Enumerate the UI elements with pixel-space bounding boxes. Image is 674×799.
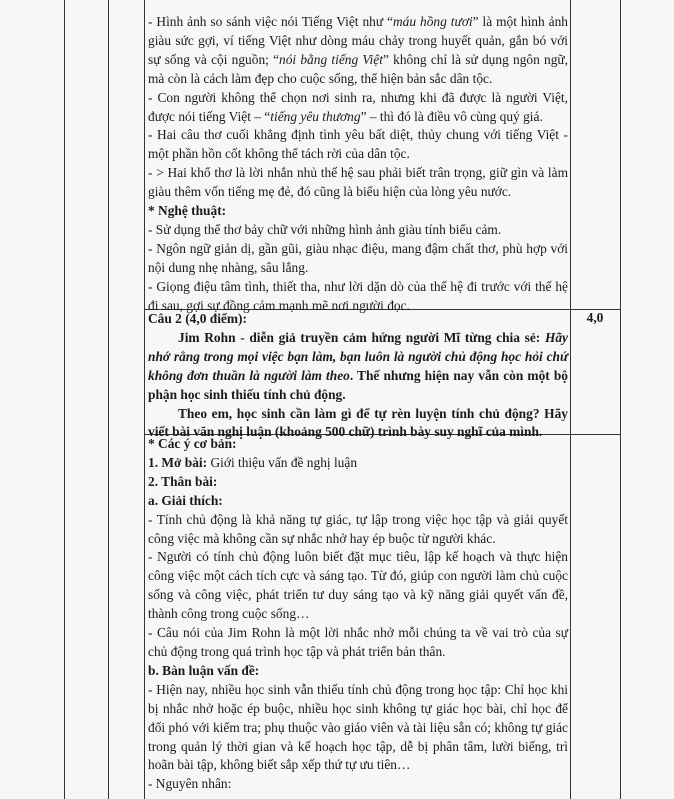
discuss-heading: b. Bàn luận vấn đề: bbox=[148, 662, 260, 678]
analysis-paragraph-4: - > Hai khổ thơ là lời nhắn nhủ thế hệ sau phải biết trân trọng, giữ gìn và làm giàu thêm vốn tiếng mẹ đẻ, đó cũng là biểu hiện của lòng yêu nước. bbox=[148, 165, 568, 200]
analysis-paragraph-2: - Con người không thể chọn nơi sinh ra, nhưng khi đã được là người Việt, được nói tiếng Việt – “tiếng yêu thương” – thì đó là điều vô cùng quý giá. bbox=[148, 89, 568, 124]
art-item-3: - Giọng điệu tâm tình, thiết tha, như lời dặn dò của thế hệ đi trước với thế hệ đi sau, gợi sự đồng cảm mạnh mẽ nơi người đọc. bbox=[148, 278, 568, 313]
analysis-block bbox=[148, 13, 568, 316]
analysis-paragraph-3: - Hai câu thơ cuối khẳng định tình yêu bất diệt, thủy chung với tiếng Việt - một phần hồn cốt không thể tách rời của dân tộc. bbox=[148, 127, 568, 162]
art-heading: * Nghệ thuật: bbox=[148, 203, 227, 219]
question-score: 4,0 bbox=[586, 310, 604, 325]
art-item-2: - Ngôn ngữ giản dị, gần gũi, giàu nhạc điệu, mang đậm chất thơ, phù hợp với nội dung nhẹ nhàng, sâu lắng. bbox=[148, 240, 568, 275]
intro-line: 1. Mở bài: Giới thiệu vấn đề nghị luận bbox=[148, 454, 358, 470]
table-border-left bbox=[64, 0, 65, 799]
question-quote: Jim Rohn - diễn giả truyền cảm hứng người Mĩ từng chia sẻ: Hãy nhớ rằng trong mọi việc bạn làm, bạn luôn là người chủ động học hỏi chứ không đơn thuần là người làm theo. Thế nhưng hiện nay vẫn còn một bộ phận học sinh thiếu tính chủ động. bbox=[148, 329, 568, 402]
analysis-paragraph-1: - Hình ảnh so sánh việc nói Tiếng Việt như “máu hồng tươi” là một hình ảnh giàu sức gợi, ví tiếng Việt như dòng máu chảy trong huyết quản, gắn bó với sự sống và cội nguồn; “nói bằng tiếng Việt” không chỉ là sử dụng ngôn ngữ, mà còn là cách làm đẹp cho cuộc sống, thể hiện bản sắc dân tộc. bbox=[148, 14, 568, 86]
explain-heading: a. Giải thích: bbox=[148, 492, 223, 508]
explain-item-2: - Người có tính chủ động luôn biết đặt mục tiêu, lập kế hoạch và thực hiện công việc một cách tích cực và sáng tạo. Từ đó, giúp con người làm chủ cuộc sống và công việc, phát triển tư duy sáng tạo và kỹ năng giải quyết vấn đề, thành công trong cuộc sống… bbox=[148, 549, 568, 622]
question-task: Theo em, học sinh cần làm gì để tự rèn luyện tính chủ động? Hãy viết bài văn nghị luận (khoảng 500 chữ) trình bày suy nghĩ của mình. bbox=[148, 405, 568, 440]
question-block bbox=[148, 310, 568, 442]
art-item-1: - Sử dụng thể thơ bảy chữ với những hình ảnh giàu tính biểu cảm. bbox=[148, 221, 502, 237]
discuss-item-2: - Nguyên nhân: bbox=[148, 776, 232, 792]
table-border-col2 bbox=[108, 0, 109, 799]
question-title: Câu 2 (4,0 điểm): bbox=[148, 311, 247, 326]
answer-block bbox=[148, 435, 568, 794]
discuss-item-1: - Hiện nay, nhiều học sinh vẫn thiếu tính chủ động trong học tập: Chỉ học khi bị nhắc nhở hoặc ép buộc, nhiều học sinh không tự giác học bài, chỉ học để đối phó với kiểm tra; phụ thuộc vào giáo viên và tài liệu sẵn có; không tự giác trong quản lý thời gian và kế hoạch học tập, dễ bị phân tâm, lười biếng, trì hoãn bài tập, không biết sắp xếp thứ tự ưu tiên… bbox=[148, 681, 568, 773]
body-heading: 2. Thân bài: bbox=[148, 473, 218, 489]
explain-item-3: - Câu nói của Jim Rohn là một lời nhắc nhở mỗi chúng ta về vai trò của sự chủ động trong quá trình học tập và phát triển bản thân. bbox=[148, 625, 568, 659]
table-border-right bbox=[620, 0, 621, 799]
explain-item-1: - Tính chủ động là khả năng tự giác, tự lập trong việc học tập và giải quyết công việc mà không cần sự nhắc nhở hay ép buộc từ người khác. bbox=[148, 511, 568, 546]
basic-heading: * Các ý cơ bản: bbox=[148, 436, 237, 451]
table-border-col4 bbox=[570, 0, 571, 799]
table-border-col3 bbox=[144, 0, 145, 799]
